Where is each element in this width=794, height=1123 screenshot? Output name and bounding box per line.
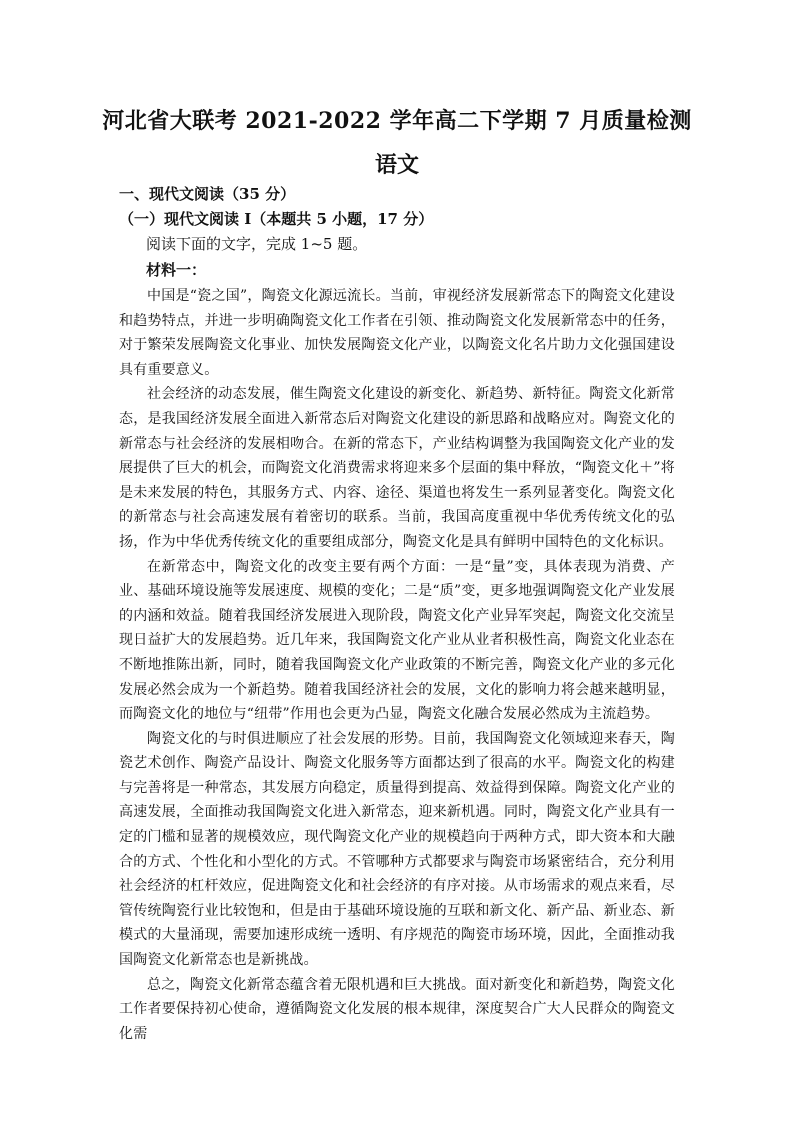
section-heading: 一、现代文阅读（35 分） xyxy=(119,185,296,203)
paragraph-2: 社会经济的动态发展，催生陶瓷文化建设的新变化、新趋势、新特征。陶瓷文化新常态，是我国经济发展全面进入新常态后对陶瓷文化建设的新思路和战略应对。陶瓷文化的新常态与社会经济的发展相吻合。在新的常态下，产业结构调整为我国陶瓷文化产业的发展提供了巨大的机会，而陶瓷文化消费需求将迎来多个层面的集中释放，“陶瓷文化＋”将是未来发展的特色，其服务方式、内容、途径、渠道也将发生一系列显著变化。陶瓷文化的新常态与社会高速发展有着密切的联系。当前，我国高度重视中华优秀传统文化的弘扬，作为中华优秀传统文化的重要组成部分，陶瓷文化是具有鲜明中国特色的文化标识。 xyxy=(119,386,675,550)
paragraph-4: 陶瓷文化的与时俱进顺应了社会发展的形势。目前，我国陶瓷文化领域迎来春天，陶瓷艺术创作、陶瓷产品设计、陶瓷文化服务等方面都达到了很高的水平。陶瓷文化的构建与完善将是一种常态，其发展方向稳定，质量得到提高、效益得到保障。陶瓷文化产业的高速发展，全面推动我国陶瓷文化进入新常态，迎来新机遇。同时，陶瓷文化产业具有一定的门槛和显著的规模效应，现代陶瓷文化产业的规模趋向于两种方式，即大资本和大融合的方式、个性化和小型化的方式。不管哪种方式都要求与陶瓷市场紧密结合，充分利用社会经济的杠杆效应，促进陶瓷文化和社会经济的有序对接。从市场需求的观点来看，尽管传统陶瓷行业比较饱和，但是由于基础环境设施的互联和新文化、新产品、新业态、新模式的大量涌现，需要加速形成统一透明、有序规范的陶瓷市场环境，因此，全面推动我国陶瓷文化新常态也是新挑战。 xyxy=(119,730,675,969)
subject-title: 语文 xyxy=(374,152,419,178)
paragraph-3: 在新常态中，陶瓷文化的改变主要有两个方面：一是“量”变，具体表现为消费、产业、基础环境设施等发展速度、规模的变化；二是“质”变，更多地强调陶瓷文化产业发展的内涵和效益。随着我国经济发展进入现阶段，陶瓷文化产业异军突起，陶瓷文化交流呈现日益扩大的发展趋势。近几年来，我国陶瓷文化产业从业者积极性高，陶瓷文化业态在不断地推陈出新，同时，随着我国陶瓷文化产业政策的不断完善，陶瓷文化产业的多元化发展必然会成为一个新趋势。随着我国经济社会的发展，文化的影响力将会越来越明显，而陶瓷文化的地位与“纽带”作用也会更为凸显，陶瓷文化融合发展必然成为主流趋势。 xyxy=(119,558,675,723)
paragraph-5: 总之，陶瓷文化新常态蕴含着无限机遇和巨大挑战。面对新变化和新趋势，陶瓷文化工作者要保持初心使命，遵循陶瓷文化发展的根本规律，深度契合广大人民群众的陶瓷文化需 xyxy=(119,976,675,1042)
article-body xyxy=(119,284,675,1046)
exam-title: 河北省大联考 2021-2022 学年高二下学期 7 月质量检测 xyxy=(102,108,692,134)
paragraph-1: 中国是“瓷之国”，陶瓷文化源远流长。当前，审视经济发展新常态下的陶瓷文化建设和趋势特点，并进一步明确陶瓷文化工作者在引领、推动陶瓷文化发展新常态中的任务，对于繁荣发展陶瓷文化事业、加快发展陶瓷文化产业，以陶瓷文化名片助力文化强国建设具有重要意义。 xyxy=(119,288,675,378)
subsection-heading: （一）现代文阅读 I（本题共 5 小题，17 分） xyxy=(119,210,434,228)
reading-instruction: 阅读下面的文字，完成 1~5 题。 xyxy=(146,235,368,253)
material-label: 材料一： xyxy=(146,261,207,279)
